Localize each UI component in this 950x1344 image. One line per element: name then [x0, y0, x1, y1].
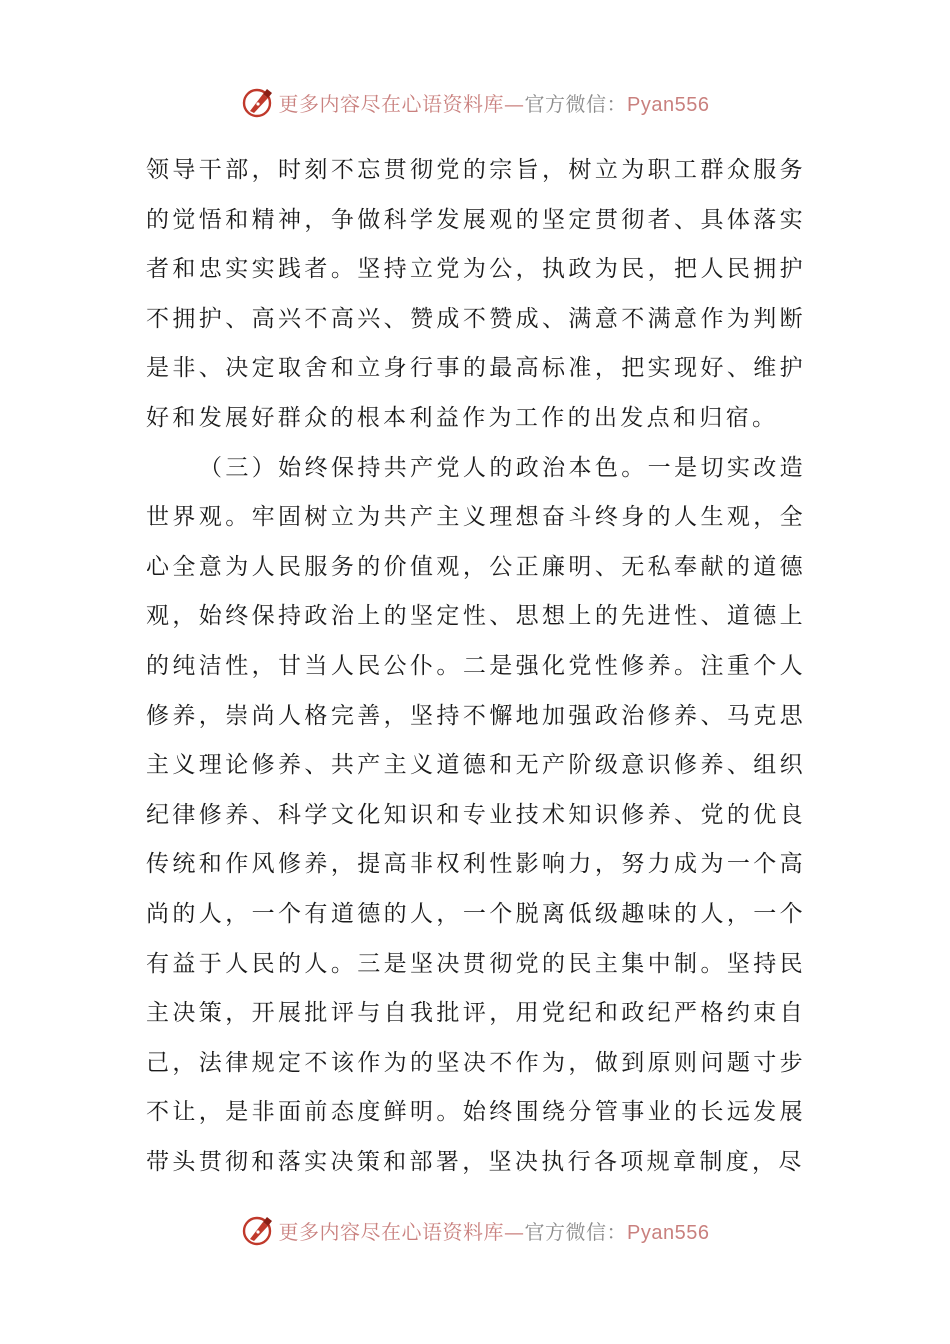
banner-dash: — — [504, 91, 525, 116]
banner-site-text: 更多内容尽在心语资料库 — [278, 1219, 505, 1244]
banner-text — [279, 88, 710, 117]
banner-wechat-id: Pyan556 — [627, 1221, 710, 1244]
document-body — [146, 146, 806, 1187]
footer-banner — [0, 1210, 950, 1250]
body-paragraph-1: 领导干部，时刻不忘贯彻党的宗旨，树立为职工群众服务的觉悟和精神，争做科学发展观的坚定贯彻者、具体落实者和忠实实践者。坚持立党为公，执政为民，把人民拥护不拥护、高兴不高兴、赞成不赞成、满意不满意作为判断是非、决定取舍和立身行事的最高标准，把实现好、维护好和发展好群众的根本利益作为工作的出发点和归宿。 — [146, 157, 806, 431]
pen-nib-circle-icon — [241, 85, 275, 119]
banner-site-text: 更多内容尽在心语资料库 — [278, 91, 505, 116]
banner-wechat-id: Pyan556 — [627, 93, 710, 116]
body-paragraph-2: （三）始终保持共产党人的政治本色。一是切实改造世界观。牢固树立为共产主义理想奋斗终身的人生观，全心全意为人民服务的价值观，公正廉明、无私奉献的道德观，始终保持政治上的坚定性、思想上的先进性、道德上的纯洁性，甘当人民公仆。二是强化党性修养。注重个人修养，崇尚人格完善，坚持不懈地加强政治修养、马克思主义理论修养、共产主义道德和无产阶级意识修养、组织纪律修养、科学文化知识和专业技术知识修养、党的优良传统和作风修养，提高非权利性影响力，努力成为一个高尚的人，一个有道德的人，一个脱离低级趣味的人，一个有益于人民的人。三是坚决贯彻党的民主集中制。坚持民主决策，开展批评与自我批评，用党纪和政纪严格约束自己，法律规定不该作为的坚决不作为，做到原则问题寸步不让，是非面前态度鲜明。始终围绕分管事业的长远发展带头贯彻和落实决策和部署，坚决执行各项规章制度，尽 — [146, 454, 806, 1175]
pen-nib-circle-icon — [241, 1213, 275, 1247]
header-banner — [0, 82, 950, 122]
banner-dash: — — [504, 1219, 525, 1244]
banner-wechat-label: 官方微信： — [524, 1219, 628, 1244]
banner-wechat-label: 官方微信： — [524, 91, 628, 116]
banner-text — [279, 1216, 710, 1245]
